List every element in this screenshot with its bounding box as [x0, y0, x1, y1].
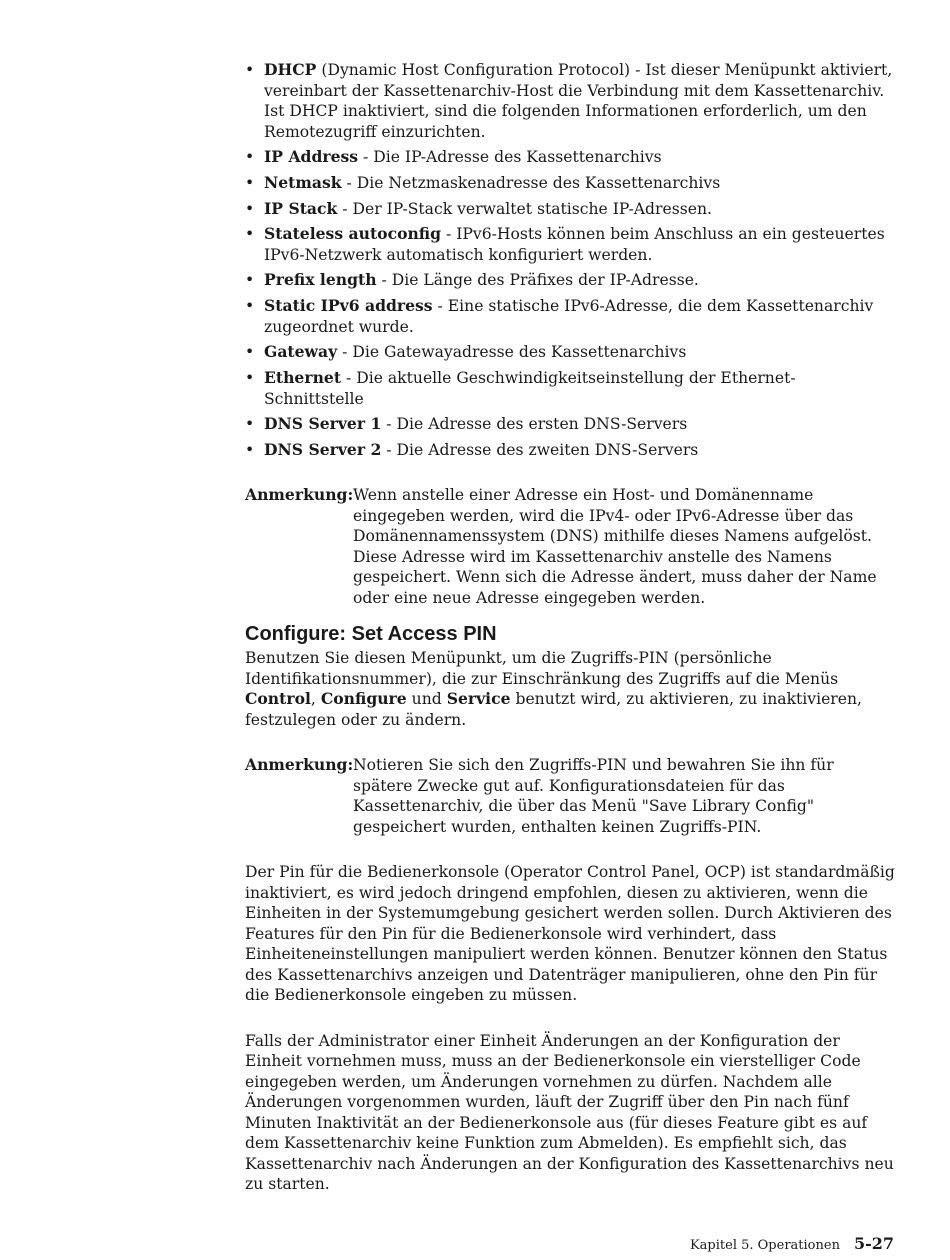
- definition: - Die Adresse des ersten DNS-Servers: [381, 415, 688, 434]
- term: DHCP: [264, 60, 317, 79]
- definition: - Die Netzmaskenadresse des Kassettenarchivs: [341, 173, 721, 192]
- list-item: [245, 173, 895, 194]
- note-label: Anmerkung:: [245, 485, 354, 505]
- definition: - Eine statische IPv6-Adresse, die dem Kassettenarchiv zugeordnet wurde.: [264, 297, 874, 336]
- chapter-label: Kapitel 5. Operationen: [689, 1238, 840, 1253]
- term: DNS Server 2: [264, 439, 382, 459]
- bullet-icon: •: [245, 271, 255, 290]
- bullet-icon: •: [245, 173, 255, 192]
- list-item: [245, 414, 895, 435]
- menu-service: Service: [446, 689, 511, 709]
- term: Static IPv6 address: [264, 296, 433, 316]
- bullet-icon: •: [245, 61, 255, 79]
- bullet-icon: •: [245, 199, 255, 218]
- term: Netmask: [264, 172, 342, 192]
- menu-control: Control: [245, 689, 311, 709]
- section-intro: [245, 648, 895, 730]
- bullet-icon: •: [245, 369, 255, 387]
- term: IP Stack: [264, 198, 338, 218]
- dns-note: [245, 485, 895, 608]
- term: Stateless autoconfig: [264, 224, 442, 244]
- bullet-icon: •: [245, 440, 255, 459]
- list-item: [245, 296, 895, 337]
- definition: - Die Adresse des zweiten DNS-Servers: [381, 440, 699, 459]
- definition: - IPv6-Hosts können beim Anschluss an ein gesteuertes IPv6-Netzwerk automatisch konfiguriert werden.: [264, 225, 885, 264]
- list-item: [245, 270, 895, 291]
- bullet-icon: •: [245, 225, 255, 244]
- term: Prefix length: [264, 270, 377, 290]
- note-text: Notieren Sie sich den Zugriffs-PIN und bewahren Sie ihn für spätere Zwecke gut auf. Konfigurationsdateien für das Kassettenarchiv, die über das Menü "Save Library Config" gespeichert wurden, enthalten keinen Zugriffs-PIN.: [353, 756, 834, 836]
- intro-text-end: benutzt wird, zu aktivieren, zu inaktivieren, festzulegen oder zu ändern.: [245, 690, 862, 729]
- list-item: [245, 199, 895, 220]
- list-item: [245, 342, 895, 363]
- list-item: [245, 368, 895, 409]
- note-label: Anmerkung:: [245, 755, 354, 775]
- definition: (Dynamic Host Configuration Protocol) - Ist dieser Menüpunkt aktiviert, vereinbart der Kassettenarchiv-Host die Verbindung mit dem Kassettenarchiv. Ist DHCP inaktiviert, sind die folgenden Informationen erforderlich, um den Remotezugriff einzurichten.: [264, 61, 893, 141]
- bullet-icon: •: [245, 148, 255, 167]
- section-heading: Configure: Set Access PIN: [245, 623, 497, 646]
- term: DNS Server 1: [264, 414, 382, 434]
- paragraph-admin: Falls der Administrator einer Einheit Änderungen an der Konfiguration der Einheit vornehmen muss, muss an der Bedienerkonsole ein vierstelliger Code eingegeben werden, um Änderungen vornehmen zu dürfen. Nachdem alle Änderungen vorgenommen wurden, läuft der Zugriff über den Pin nach fünf Minuten Inaktivität an der Bedienerkonsole aus (für dieses Feature gibt es auf dem Kassettenarchiv keine Funktion zum Abmelden). Es empfiehlt sich, das Kassettenarchiv nach Änderungen an der Konfiguration des Kassettenarchivs neu zu starten.: [245, 1031, 894, 1194]
- list-item: [245, 440, 895, 461]
- note-text: Wenn anstelle einer Adresse ein Host- und Domänenname eingegeben werden, wird die IPv4- oder IPv6-Adresse über das Domänennamenssystem (DNS) mithilfe dieses Namens aufgelöst. Diese Adresse wird im Kassettenarchiv anstelle des Namens gespeichert. Wenn sich die Adresse ändert, muss daher der Name oder eine neue Adresse eingegeben werden.: [353, 486, 877, 607]
- bullet-icon: •: [245, 343, 255, 362]
- bullet-icon: •: [245, 297, 255, 316]
- term: Gateway: [264, 342, 338, 362]
- definition: - Die Länge des Präfixes der IP-Adresse.: [376, 271, 699, 290]
- separator: ,: [310, 690, 321, 709]
- list-item: [245, 147, 895, 168]
- term: IP Address: [264, 147, 359, 167]
- definition: - Der IP-Stack verwaltet statische IP-Adressen.: [337, 199, 712, 218]
- list-item: [245, 60, 895, 142]
- page-number: 5-27: [853, 1234, 894, 1253]
- separator: und: [406, 690, 447, 709]
- definition: - Die Gatewayadresse des Kassettenarchivs: [337, 343, 687, 362]
- settings-list: [245, 60, 895, 460]
- intro-text: Benutzen Sie diesen Menüpunkt, um die Zugriffs-PIN (persönliche Identifikationsnummer), die zur Einschränkung des Zugriffs auf die Menüs: [245, 649, 839, 688]
- page-content: [245, 60, 895, 1195]
- pin-note: [245, 755, 895, 837]
- definition: - Die aktuelle Geschwindigkeitseinstellung der Ethernet-Schnittstelle: [264, 369, 796, 408]
- paragraph-ocp-pin: Der Pin für die Bedienerkonsole (Operator Control Panel, OCP) ist standardmäßig inaktiviert, es wird jedoch dringend empfohlen, diesen zu aktivieren, wenn die Einheiten in der Systemumgebung gesichert werden sollen. Durch Aktivieren des Features für den Pin für die Bedienerkonsole wird verhindert, dass Einheiteneinstellungen manipuliert werden können. Benutzer können den Status des Kassettenarchivs anzeigen und Datenträger manipulieren, ohne den Pin für die Bedienerkonsole eingeben zu müssen.: [245, 863, 895, 1005]
- list-item: [245, 224, 895, 265]
- page-footer: [690, 1234, 894, 1253]
- definition: - Die IP-Adresse des Kassettenarchivs: [358, 148, 662, 167]
- bullet-icon: •: [245, 415, 255, 434]
- menu-configure: Configure: [320, 689, 407, 709]
- term: Ethernet: [264, 368, 342, 387]
